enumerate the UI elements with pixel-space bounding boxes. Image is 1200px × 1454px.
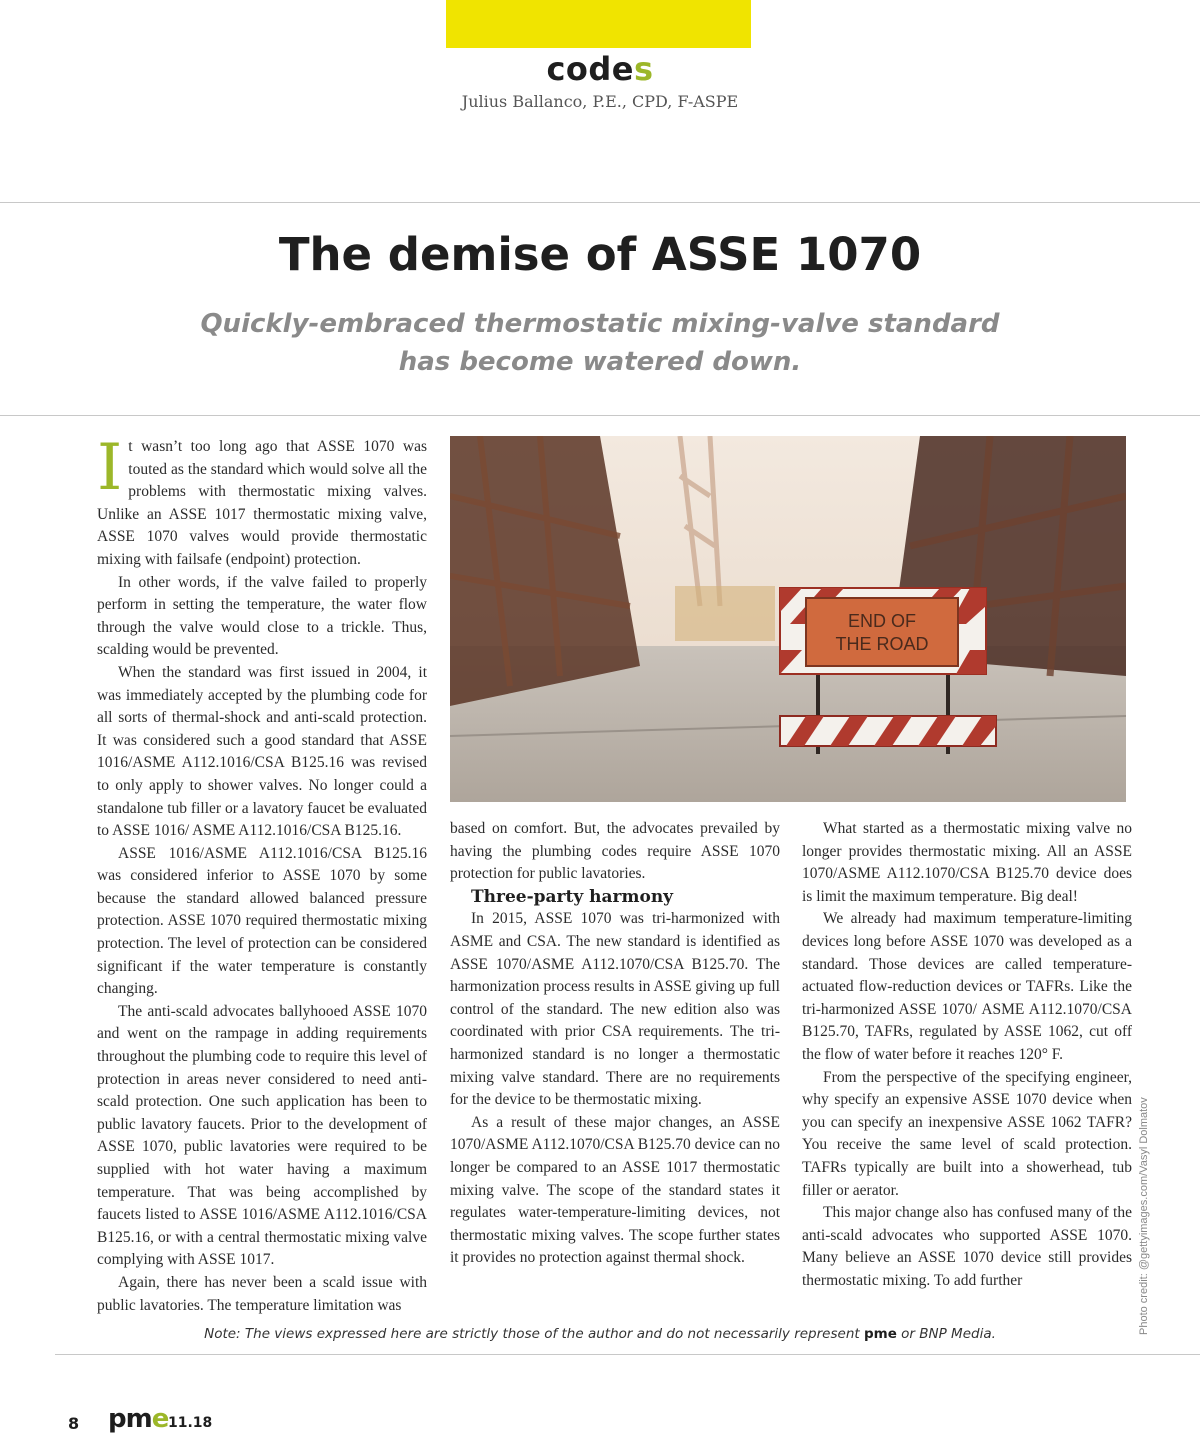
paragraph bbox=[97, 436, 427, 572]
article-column-1 bbox=[97, 436, 427, 1342]
issue-date: 11.18 bbox=[168, 1415, 213, 1431]
note-brand: pme bbox=[863, 1326, 897, 1342]
paragraph: From the perspective of the specifying engineer, why specify an expensive ASSE 1070 device when you can specify an inexpensive ASSE 1062 TAFR? You receive the same level of scald protection. TAFRs typically are built into a showerhead, tub filler or aerator. bbox=[802, 1068, 1132, 1199]
deck-line-1: Quickly-embraced thermostatic mixing-valve standard bbox=[200, 309, 1000, 339]
header-color-bar bbox=[446, 0, 751, 48]
logo-main: pm bbox=[108, 1404, 152, 1434]
paragraph: Again, there has never been a scald issue with public lavatories. The temperature limitation was bbox=[97, 1273, 427, 1314]
end-of-road-photo bbox=[450, 436, 1126, 802]
article-column-2 bbox=[450, 818, 780, 1342]
sign-line-2: THE ROAD bbox=[835, 634, 929, 654]
paragraph-text: t wasn’t too long ago that ASSE 1070 was touted as the standard which would solve all the problems with thermostatic mixing valves. Unlike an ASSE 1017 thermostatic mixing valve, ASSE 1070 valves would provide thermostatic mixing with failsafe (endpoint) protection. bbox=[97, 438, 427, 568]
paragraph: In 2015, ASSE 1070 was tri-harmonized with ASME and CSA. The new standard is identified as ASSE 1070/ASME A112.1070/CSA B125.70. The harmonization process results in ASSE giving up full control of the standard. The new edition also was coordinated with prior CSA requirements. The tri-harmonized standard is no longer a thermostatic mixing valve standard. There are no requirements for the device to be thermostatic mixing. bbox=[450, 910, 780, 1109]
section-label bbox=[0, 50, 1200, 88]
title-divider bbox=[0, 415, 1200, 416]
paragraph: ASSE 1016/ASME A112.1016/CSA B125.16 was considered inferior to ASSE 1070 by some because the standard allowed balanced pressure protection. ASSE 1070 required thermostatic mixing protection. The level of protection can be considered significant if the water temperature is constantly changing. bbox=[97, 844, 427, 998]
paragraph: based on comfort. But, the advocates prevailed by having the plumbing codes require ASSE 1070 protection for public lavatories. bbox=[450, 820, 780, 883]
section-label-main: code bbox=[546, 50, 634, 88]
note-text-end: or BNP Media. bbox=[896, 1326, 996, 1342]
paragraph: When the standard was first issued in 2004, it was immediately accepted by the plumbing code for all sorts of thermal-shock and anti-scald protection. It was considered such a good standard that ASSE 1016/ASME A112.1016/CSA B125.16 was revised to only apply to shower valves. No longer could a standalone tub filler or a lavatory faucet be evaluated to ASSE 1016/ ASME A112.1016/CSA B125.16. bbox=[97, 663, 427, 840]
logo-accent: e bbox=[151, 1404, 169, 1434]
magazine-logo bbox=[108, 1404, 168, 1434]
photo-credit: Photo credit: @gettyimages.com/Vasyl Dolmatov bbox=[1138, 1097, 1150, 1335]
paragraph: In other words, if the valve failed to properly perform in setting the temperature, the water flow through the valve would close to a trickle. Thus, scalding would be prevented. bbox=[97, 573, 427, 659]
footer-divider bbox=[55, 1354, 1200, 1355]
section-subhead: Three-party harmony bbox=[471, 886, 674, 907]
article-column-3 bbox=[802, 818, 1132, 1342]
header-divider bbox=[0, 202, 1200, 203]
drop-cap: I bbox=[97, 436, 123, 505]
paragraph: As a result of these major changes, an ASSE 1070/ASME A112.1070/CSA B125.70 device can no longer be compared to an ASSE 1017 thermostatic mixing valve. The scope of the standard states it regulates water-temperature-limiting devices, not thermostatic mixing valves. The scope further states it provides no protection against thermal shock. bbox=[450, 1113, 780, 1267]
page-number: 8 bbox=[68, 1414, 80, 1433]
road-sign-illustration bbox=[450, 436, 1126, 802]
article-deck bbox=[150, 305, 1050, 381]
disclaimer-note bbox=[0, 1326, 1200, 1342]
paragraph: What started as a thermostatic mixing valve no longer provides thermostatic mixing. All an ASSE 1070/ASME A112.1070/CSA B125.70 device does is limit the maximum temperature. Big deal! bbox=[802, 820, 1132, 905]
article-title: The demise of ASSE 1070 bbox=[278, 228, 922, 281]
deck-line-2: has become watered down. bbox=[398, 347, 802, 377]
section-label-accent: s bbox=[634, 50, 654, 88]
paragraph: The anti-scald advocates ballyhooed ASSE 1070 and went on the rampage in adding requirements throughout the plumbing code to require this level of protection in areas never considered to need anti-scald protection. One such application has been to public lavatory faucets. Prior to the development of ASSE 1070, public lavatories were required to be supplied with hot water having a maximum temperature. That was being accomplished by faucets listed to ASSE 1016/ASME A112.1016/CSA B125.16, or with a central thermostatic mixing valve complying with ASSE 1017. bbox=[97, 1002, 427, 1269]
paragraph: This major change also has confused many of the anti-scald advocates who supported ASSE 1070. Many believe an ASSE 1070 device still provides thermostatic mixing. To add further bbox=[802, 1204, 1132, 1289]
paragraph: We already had maximum temperature-limiting devices long before ASSE 1070 was developed as a standard. Those devices are called temperature-actuated flow-reduction devices or TAFRs. Like the tri-harmonized ASSE 1070/ ASME A112.1070/CSA B125.70, TAFRs, regulated by ASSE 1062, cut off the flow of water before it reaches 120° F. bbox=[802, 910, 1132, 1063]
author-byline: Julius Ballanco, P.E., CPD, F-ASPE bbox=[461, 92, 739, 111]
sign-line-1: END OF bbox=[847, 611, 917, 631]
note-text: Note: The views expressed here are strictly those of the author and do not necessarily represent bbox=[204, 1326, 864, 1342]
